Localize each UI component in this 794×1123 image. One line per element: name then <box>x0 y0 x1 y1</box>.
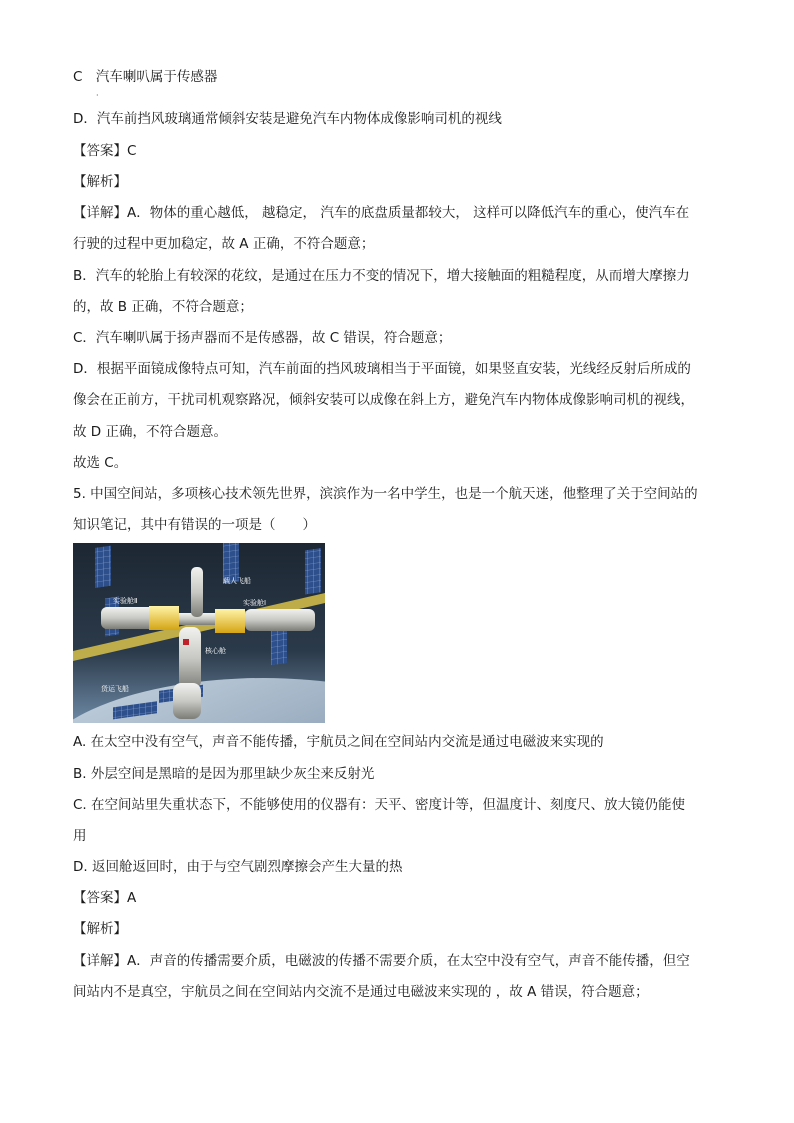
option-d-prev: D．汽车前挡风玻璃通常倾斜安装是避免汽车内物体成像影响司机的视线 <box>73 111 502 127</box>
answer: 【答案】A <box>73 890 137 906</box>
answer-prev: 【答案】C <box>73 143 137 159</box>
analysis-heading: 【解析】 <box>73 921 127 937</box>
detail-d-line2: 像会在正前方，干扰司机观察路况，倾斜安装可以成像在斜上方，避免汽车内物体成像影响司机的视线， <box>73 392 694 408</box>
label-module-2: 实验舱Ⅱ <box>113 597 138 605</box>
option-c-prev: C 汽车喇叭属于传感器 <box>73 69 218 85</box>
detail-5a-line2: 间站内不是真空，宇航员之间在空间站内交流不是通过电磁波来实现的 ，故 A 错误，符合题意； <box>73 984 649 1000</box>
question-5-line2: 知识笔记，其中有错误的一项是（ ） <box>73 517 316 533</box>
detail-b-line2: 的，故 B 正确，不符合题意； <box>73 299 253 315</box>
detail-5a-line1: 【详解】A．声音的传播需要介质，电磁波的传播不需要介质，在太空中没有空气，声音不能传播，但空 <box>73 953 690 969</box>
stray-dot: · <box>96 91 99 100</box>
detail-a-line2: 行驶的过程中更加稳定，故 A 正确，不符合题意； <box>73 236 375 252</box>
option-c-line2: 用 <box>73 828 87 844</box>
label-core: 核心舱 <box>205 647 226 655</box>
space-station-figure <box>73 543 325 723</box>
option-b: B. 外层空间是黑暗的是因为那里缺少灰尘来反射光 <box>73 766 375 782</box>
detail-d-line3: 故 D 正确，不符合题意。 <box>73 424 227 440</box>
option-d: D. 返回舱返回时，由于与空气剧烈摩擦会产生大量的热 <box>73 859 403 875</box>
analysis-heading-prev: 【解析】 <box>73 174 127 190</box>
label-crew-ship: 载人飞船 <box>223 577 251 585</box>
choose-c: 故选 C。 <box>73 455 128 471</box>
label-module-1: 实验舱Ⅰ <box>243 599 267 607</box>
option-a: A. 在太空中没有空气，声音不能传播，宇航员之间在空间站内交流是通过电磁波来实现的 <box>73 734 604 750</box>
detail-b-line1: B．汽车的轮胎上有较深的花纹，是通过在压力不变的情况下，增大接触面的粗糙程度，从而增大摩擦力 <box>73 268 690 284</box>
space-station-illustration <box>73 543 325 723</box>
detail-a-line1: 【详解】A．物体的重心越低， 越稳定， 汽车的底盘质量都较大， 这样可以降低汽车的重心，使汽车在 <box>73 205 690 221</box>
option-c-line1: C. 在空间站里失重状态下，不能够使用的仪器有：天平、密度计等，但温度计、刻度尺、放大镜仍能使 <box>73 797 686 813</box>
detail-d-line1: D．根据平面镜成像特点可知，汽车前面的挡风玻璃相当于平面镜，如果竖直安装，光线经反射后所成的 <box>73 361 691 377</box>
label-cargo-ship: 货运飞船 <box>101 685 129 693</box>
question-5-line1: 5. 中国空间站，多项核心技术领先世界，滨滨作为一名中学生，也是一个航天迷，他整理了关于空间站的 <box>73 486 698 502</box>
detail-c: C．汽车喇叭属于扬声器而不是传感器，故 C 错误，符合题意； <box>73 330 452 346</box>
